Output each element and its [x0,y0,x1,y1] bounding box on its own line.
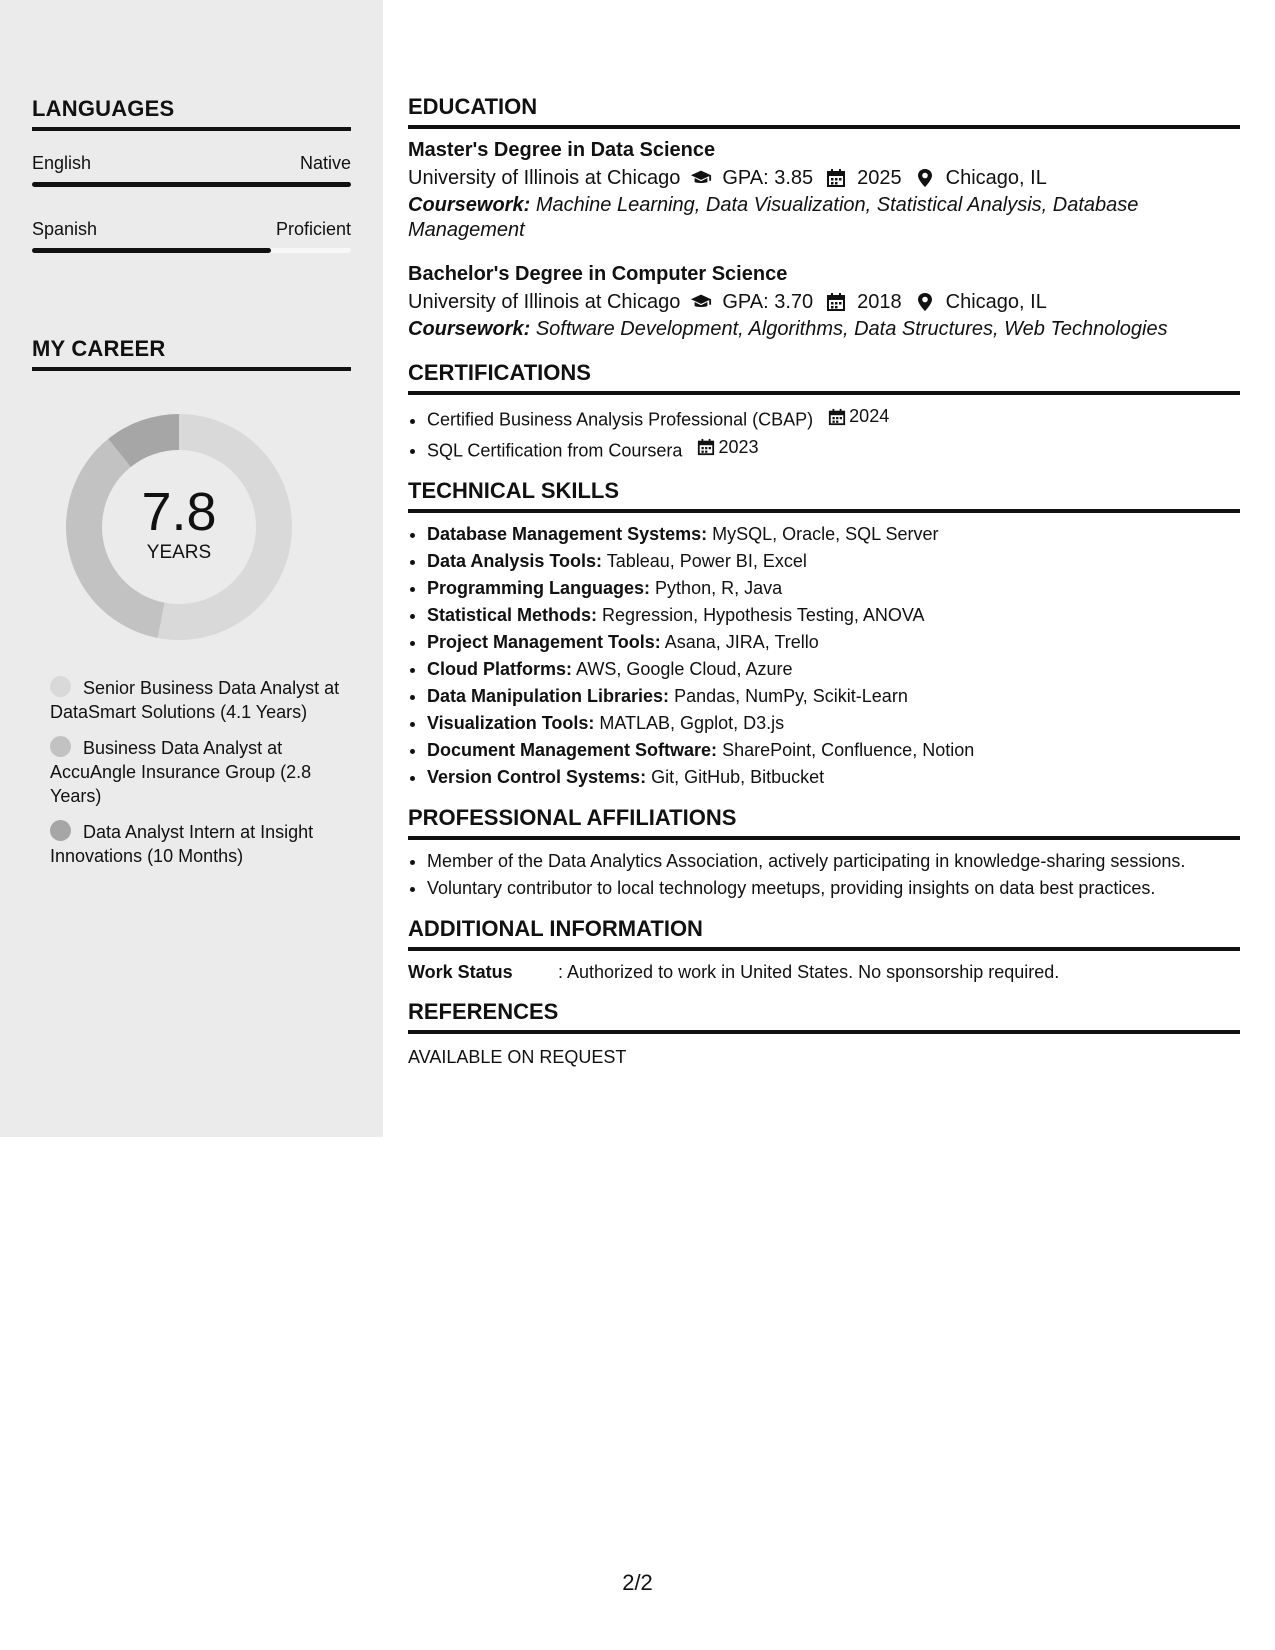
technical-skills-title: TECHNICAL SKILLS [408,478,1240,513]
language-level: Proficient [275,219,351,239]
references-text: AVAILABLE ON REQUEST [408,1047,627,1067]
language-name: Spanish [32,219,98,239]
career-item [50,820,340,868]
sidebar [0,0,383,1137]
language-row [32,217,351,241]
skill-label: Data Analysis Tools: [427,551,603,571]
skill-value: MATLAB, Ggplot, D3.js [599,713,785,733]
skill-label: Data Manipulation Libraries: [427,686,670,706]
certification-name: Certified Business Analysis Professional (CBAP) [427,409,814,430]
skill-value: Regression, Hypothesis Testing, ANOVA [602,605,925,625]
certification-item [427,403,1240,434]
skill-item [427,521,1240,548]
degree-title: Master's Degree in Data Science [408,139,716,161]
skill-item [427,764,1240,791]
references-section [408,999,1240,1070]
certification-year: 2024 [849,406,890,426]
certification-item [427,434,1240,465]
coursework-label: Coursework: [408,318,531,340]
education-title: EDUCATION [408,94,1240,129]
skill-label: Document Management Software: [427,740,718,760]
school-name: University of Illinois at Chicago [408,291,681,313]
school-name: University of Illinois at Chicago [408,167,681,189]
work-status-row [408,959,1240,985]
career-donut-chart [66,414,292,640]
skill-value: Tableau, Power BI, Excel [606,551,807,571]
career-legend [50,676,340,880]
technical-skills-section [408,478,1240,791]
skill-label: Programming Languages: [427,578,651,598]
skill-item [427,548,1240,575]
language-bar-fill [32,248,271,253]
skill-item [427,737,1240,764]
education-details [408,287,1240,317]
legend-dot [50,676,71,697]
career-total [66,414,292,640]
affiliations-list [408,848,1240,902]
certifications-title: CERTIFICATIONS [408,360,1240,395]
gpa: GPA: 3.70 [722,291,814,313]
career-total-unit: YEARS [146,542,212,563]
graduation-year: 2018 [857,291,902,313]
skill-label: Database Management Systems: [427,524,708,544]
coursework-text: Machine Learning, Data Visualization, Statistical Analysis, Database Management [408,194,1139,241]
skill-label: Statistical Methods: [427,605,598,625]
career-item [50,676,340,724]
references-title: REFERENCES [408,999,1240,1034]
skill-item [427,683,1240,710]
affiliation-item: • Member of the Data Analytics Association, actively participating in knowledge-sharing sessions. [427,848,1240,875]
skill-item [427,602,1240,629]
skill-item [427,710,1240,737]
location-pin-icon [914,168,936,188]
coursework [408,317,1240,342]
skill-label: Visualization Tools: [427,713,595,733]
certification-date [828,403,889,430]
language-name: English [32,153,92,173]
graduation-year: 2025 [857,167,902,189]
career-item-text: Senior Business Data Analyst at DataSmart Solutions (4.1 Years) [50,678,340,722]
certification-name: SQL Certification from Coursera [427,440,683,460]
certifications-section [408,360,1240,464]
skill-value: SharePoint, Confluence, Notion [722,740,975,760]
career-section [32,336,351,371]
skill-value: Python, R, Java [655,578,783,598]
certification-year: 2023 [718,436,759,457]
skill-item [427,575,1240,602]
languages-title: LANGUAGES [32,96,351,131]
location-pin-icon [914,292,936,312]
skill-item [427,656,1240,683]
graduation-cap-icon [690,168,712,188]
language-row [32,151,351,175]
career-item-text: Business Data Analyst at AccuAngle Insurance Group (2.8 Years) [50,738,312,806]
skills-list [408,521,1240,791]
education-entry [408,261,1240,342]
skill-label: Project Management Tools: [427,632,661,652]
career-item [50,736,340,808]
skill-item [427,629,1240,656]
language-level: Native [299,153,351,173]
skill-value: Git, GitHub, Bitbucket [651,767,825,787]
language-bar [32,182,351,187]
certification-date [697,434,758,461]
affiliations-title: PROFESSIONAL AFFILIATIONS [408,805,1240,840]
gpa: GPA: 3.85 [722,167,814,189]
page-number: 2/2 [622,1570,653,1595]
skill-label: Cloud Platforms: [427,659,573,679]
languages-section [32,96,351,253]
language-bar-fill [32,182,351,187]
calendar-icon [697,438,715,456]
calendar-icon [828,408,846,426]
skill-label: Version Control Systems: [427,767,647,787]
affiliations-section [408,805,1240,902]
language-bar [32,248,351,253]
legend-dot [50,736,71,757]
calendar-icon [825,292,847,312]
career-total-value: 7.8 [141,482,217,542]
graduation-cap-icon [690,292,712,312]
school-location: Chicago, IL [945,167,1047,189]
legend-dot [50,820,71,841]
skill-value: AWS, Google Cloud, Azure [576,659,793,679]
school-location: Chicago, IL [945,291,1047,313]
degree-title: Bachelor's Degree in Computer Science [408,263,788,285]
additional-information-section [408,916,1240,985]
work-status-value: : Authorized to work in United States. No sponsorship required. [558,962,1060,982]
affiliation-item: • Voluntary contributor to local technology meetups, providing insights on data best practices. [427,875,1240,902]
skill-value: Pandas, NumPy, Scikit-Learn [674,686,908,706]
career-title: MY CAREER [32,336,351,371]
skill-value: Asana, JIRA, Trello [664,632,819,652]
coursework [408,193,1240,243]
main-content [408,94,1240,1070]
additional-information-title: ADDITIONAL INFORMATION [408,916,1240,951]
career-item-text: Data Analyst Intern at Insight Innovations (10 Months) [50,822,314,866]
education-entry [408,137,1240,243]
certifications-list [408,403,1240,464]
coursework-label: Coursework: [408,194,531,216]
education-details [408,163,1240,193]
skill-value: MySQL, Oracle, SQL Server [712,524,939,544]
coursework-text: Software Development, Algorithms, Data Structures, Web Technologies [535,318,1168,340]
education-section [408,94,1240,342]
work-status-label: Work Status [408,962,513,982]
calendar-icon [825,168,847,188]
